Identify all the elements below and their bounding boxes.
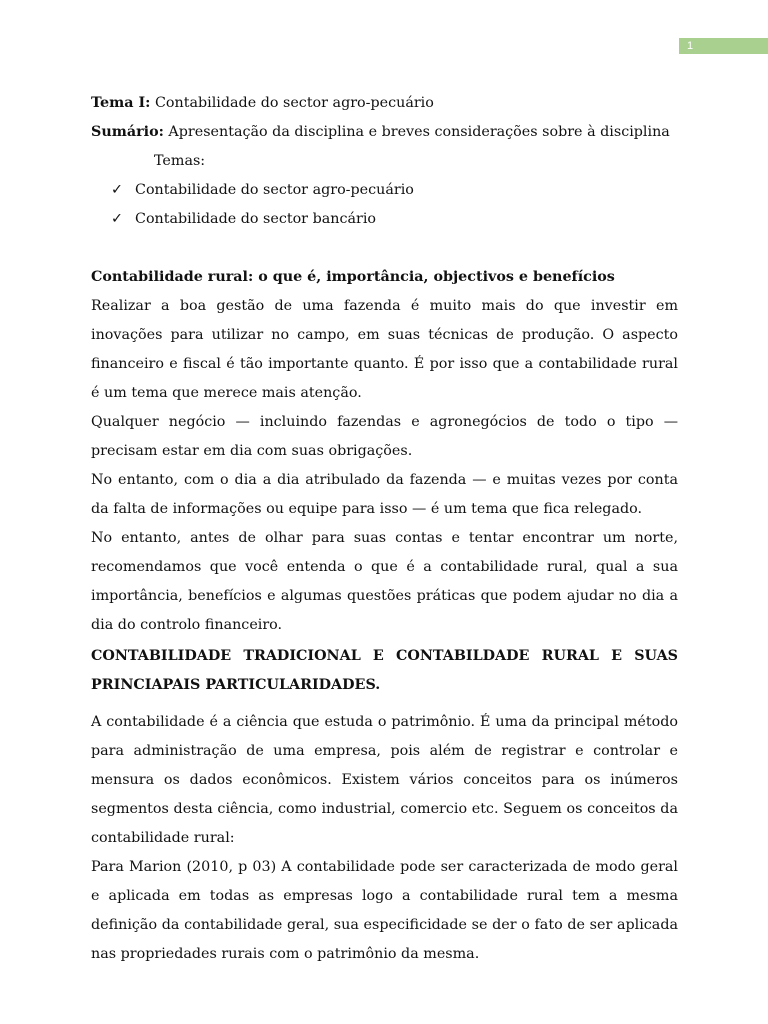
paragraph: Para Marion (2010, p 03) A contabilidade pode ser caracterizada de modo geral e aplicada em todas as empresas logo a contabilidade rural tem a mesma definição da contabilidade geral, sua especificidade se der o fato de ser aplicada nas propriedades rurais com o patrimônio da mesma.	[91, 859, 678, 962]
sumario-text: Apresentação da disciplina e breves considerações sobre à disciplina	[163, 124, 670, 140]
paragraph: No entanto, antes de olhar para suas contas e tentar encontrar um norte, recomendamos que você entenda o que é a contabilidade rural, qual a sua importância, benefícios e algumas questões práticas que podem ajudar no dia a dia do controlo financeiro.	[91, 530, 678, 633]
paragraph: A contabilidade é a ciência que estuda o patrimônio. É uma da principal método para administração de uma empresa, pois além de registrar e controlar e mensura os dados econômicos. Existem vários conceitos para os inúmeros segmentos desta ciência, como industrial, comercio etc. Seguem os conceitos da contabilidade rural:	[91, 714, 678, 846]
tema-label: Tema I:	[91, 95, 151, 111]
check-item-text: Contabilidade do sector agro-pecuário	[135, 182, 414, 198]
page-number-badge: 1	[679, 38, 768, 54]
section-heading-caps-line2: PRINCIAPAIS PARTICULARIDADES.	[91, 677, 381, 693]
tema-line	[91, 89, 678, 118]
blank-line	[91, 234, 678, 263]
sumario-line	[91, 118, 678, 147]
temas-label: Temas:	[154, 153, 206, 169]
paragraph: Qualquer negócio — incluindo fazendas e agronegócios de todo o tipo — precisam estar em dia com suas obrigações.	[91, 414, 678, 459]
checkmark-icon: ✓	[111, 211, 123, 227]
check-list-item	[91, 205, 678, 234]
tema-text: Contabilidade do sector agro-pecuário	[150, 95, 434, 111]
check-list-item	[91, 176, 678, 205]
sumario-label: Sumário:	[91, 124, 164, 140]
check-item-text: Contabilidade do sector bancário	[135, 211, 376, 227]
checkmark-icon: ✓	[111, 182, 123, 198]
paragraph: No entanto, com o dia a dia atribulado da fazenda — e muitas vezes por conta da falta de informações ou equipe para isso — é um tema que fica relegado.	[91, 472, 678, 517]
paragraph: Realizar a boa gestão de uma fazenda é muito mais do que investir em inovações para utilizar no campo, em suas técnicas de produção. O aspecto financeiro e fiscal é tão importante quanto. É por isso que a contabilidade rural é um tema que merece mais atenção.	[91, 298, 678, 401]
document-body	[91, 89, 678, 969]
section-heading-caps: CONTABILIDADE TRADICIONAL E CONTABILDADE RURAL E SUAS	[91, 648, 678, 664]
section-heading: Contabilidade rural: o que é, importância, objectivos e benefícios	[91, 269, 615, 285]
